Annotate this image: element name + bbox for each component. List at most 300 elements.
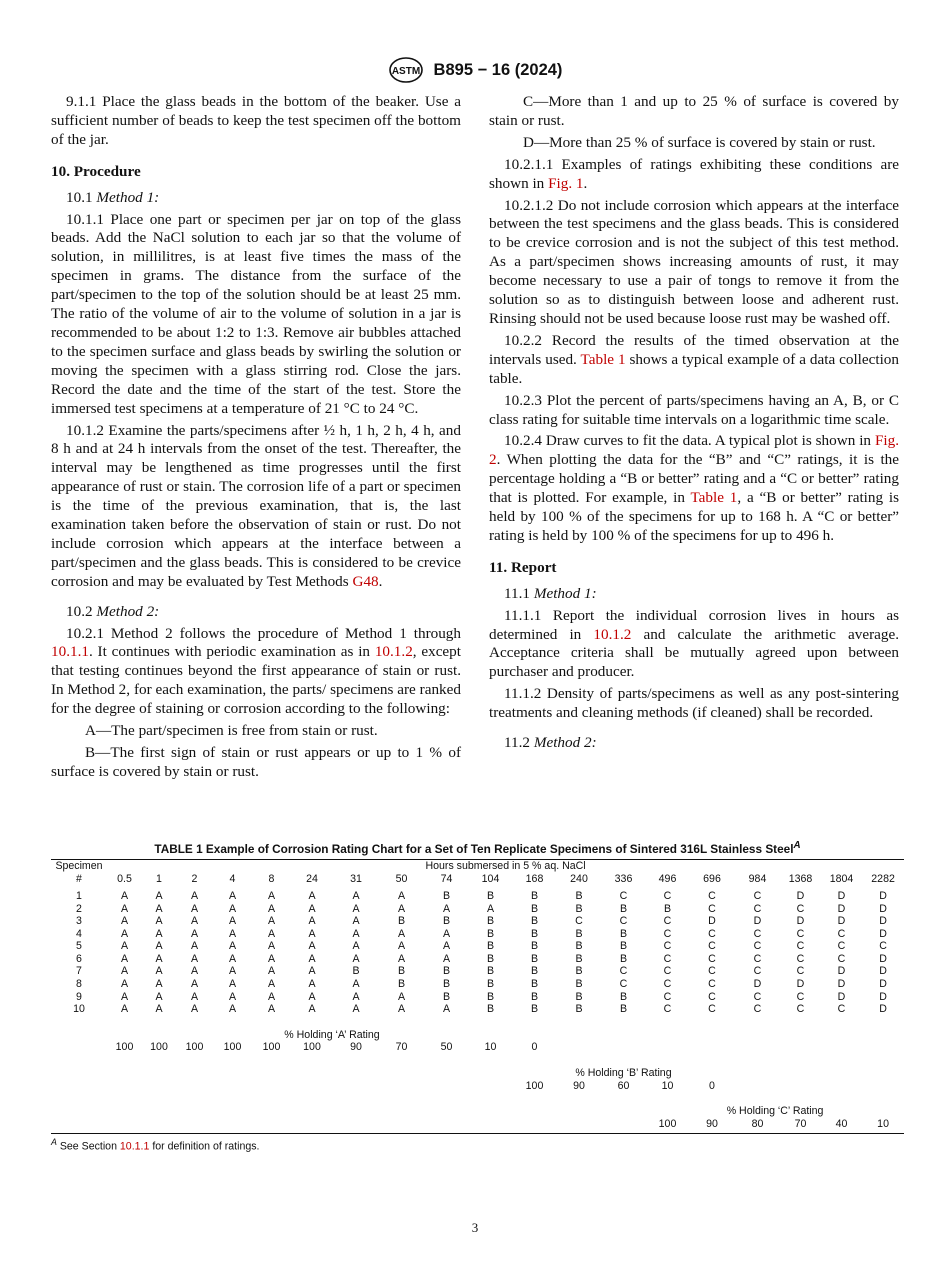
rating-cell: A bbox=[486, 902, 495, 915]
rating-cell: A bbox=[267, 927, 276, 940]
rating-cell: A bbox=[228, 965, 237, 978]
rating-cell: A bbox=[352, 952, 360, 965]
specimen-id-cell: 4 bbox=[76, 927, 82, 940]
rating-cell: B bbox=[397, 915, 406, 928]
table-row bbox=[51, 978, 904, 991]
para-11-1-2: 11.1.2 Density of parts/specimens as well as any post-sintering treatments and cleaning methods (if cleaned) shall be recorded. bbox=[489, 685, 899, 722]
rating-cell: C bbox=[663, 940, 672, 953]
rating-d-definition: D—More than 25 % of surface is covered by stain or rust. bbox=[523, 133, 876, 151]
table-spacer bbox=[51, 1054, 904, 1067]
rating-cell: C bbox=[753, 940, 762, 953]
rating-cell: B bbox=[619, 1003, 628, 1016]
rating-cell: C bbox=[753, 965, 762, 978]
table-row bbox=[51, 903, 904, 916]
holding-c-value: 70 bbox=[794, 1117, 807, 1130]
holding-c-value: 100 bbox=[658, 1117, 677, 1130]
rating-cell: A bbox=[397, 952, 406, 965]
rating-cell: A bbox=[155, 902, 163, 915]
rating-cell: C bbox=[753, 952, 762, 965]
table-1 bbox=[51, 840, 904, 1153]
rating-cell: A bbox=[267, 990, 276, 1003]
rating-cell: A bbox=[308, 927, 316, 940]
specimen-id-cell: 9 bbox=[76, 990, 82, 1003]
holding-a-value: 100 bbox=[303, 1041, 321, 1054]
rating-cell: B bbox=[486, 927, 495, 940]
rating-cell: A bbox=[308, 965, 316, 978]
para-10-2-1-1: 10.2.1.1 Examples of ratings exhibiting these conditions are shown in Fig. 1. bbox=[489, 155, 899, 192]
rating-cell: A bbox=[397, 990, 406, 1003]
rating-cell: C bbox=[663, 915, 672, 928]
rating-cell: C bbox=[708, 940, 716, 953]
holding-a-value-row bbox=[51, 1041, 904, 1054]
rating-cell: C bbox=[796, 952, 805, 965]
holding-a-value: 10 bbox=[484, 1041, 497, 1054]
rating-cell: B bbox=[530, 990, 539, 1003]
specimen-id-cell: 3 bbox=[76, 915, 82, 928]
rating-cell: A bbox=[308, 915, 316, 928]
rating-cell: C bbox=[619, 978, 628, 991]
rating-cell: A bbox=[397, 940, 406, 953]
holding-b-value: 60 bbox=[617, 1079, 630, 1092]
hours-column-header: 24 bbox=[306, 873, 318, 886]
rating-cell: A bbox=[352, 915, 360, 928]
rating-cell: A bbox=[155, 978, 163, 991]
rating-cell: A bbox=[155, 915, 163, 928]
rating-cell: B bbox=[486, 940, 495, 953]
rating-cell: B bbox=[575, 927, 583, 940]
rating-cell: A bbox=[120, 927, 129, 940]
hours-column-header: 0.5 bbox=[117, 873, 132, 886]
rating-cell: A bbox=[155, 990, 163, 1003]
link-fig-1[interactable]: Fig. 1 bbox=[548, 174, 584, 192]
rating-cell: A bbox=[120, 952, 129, 965]
rating-cell: C bbox=[753, 990, 762, 1003]
rating-cell: C bbox=[663, 978, 672, 991]
link-10-1-2-b[interactable]: 10.1.2 bbox=[593, 625, 632, 643]
rating-cell: A bbox=[120, 889, 129, 902]
rating-cell: C bbox=[837, 1003, 846, 1016]
rating-cell: A bbox=[228, 1003, 237, 1016]
rating-cell: A bbox=[267, 952, 276, 965]
hours-column-header: 1 bbox=[156, 873, 162, 886]
rating-cell: B bbox=[442, 965, 451, 978]
rating-cell: D bbox=[879, 927, 887, 940]
rating-cell: A bbox=[352, 902, 360, 915]
holding-a-value: 0 bbox=[531, 1041, 538, 1054]
rating-cell: A bbox=[397, 889, 406, 902]
rating-cell: C bbox=[796, 927, 805, 940]
rating-cell: A bbox=[228, 927, 237, 940]
standard-designation: B895 − 16 (2024) bbox=[433, 60, 563, 79]
rating-cell: C bbox=[879, 940, 887, 953]
rating-cell: D bbox=[879, 952, 887, 965]
rating-cell: B bbox=[619, 940, 628, 953]
table-caption: TABLE 1 Example of Corrosion Rating Chart for a Set of Ten Replicate Specimens of Sintered 316L Stainless Steel$^A$ bbox=[154, 840, 801, 856]
link-table-1[interactable]: Table 1 bbox=[580, 350, 626, 368]
hours-column-header: 984 bbox=[748, 873, 767, 886]
holding-c-value: 90 bbox=[706, 1117, 718, 1130]
rating-cell: A bbox=[190, 952, 199, 965]
rating-cell: A bbox=[308, 978, 316, 991]
para-10-2-4: 10.2.4 Draw curves to fit the data. A typical plot is shown in Fig. 2. When plotting the data for the “B” and “C” ratings, it is the percentage holding a “B or better” rating and a “C or better” rating that is plotted. For example, in Table 1, a “B or better” rating is held by 100 % of the specimens for up to 168 h. A “C or better” rating is held by 100 % of the specimens for up to 496 h. bbox=[489, 432, 899, 544]
rating-cell: A bbox=[228, 889, 237, 902]
rating-cell: B bbox=[442, 915, 451, 928]
table-row bbox=[51, 953, 904, 966]
rating-cell: C bbox=[708, 927, 716, 940]
holding-b-value: 10 bbox=[661, 1079, 674, 1092]
specimen-id-cell: 6 bbox=[76, 952, 82, 965]
para-10-1-1: 10.1.1 Place one part or specimen per jar on top of the glass beads. Add the NaCl solution to each jar so that the volume of solution, in millilitres, is at least five times the mass of the specimen in grams. The distance from the surface of the part/specimen to the top of the solution should be at least 25 mm. The ratio of the volume of air to the volume of solution in a jar is recommended to be about 1:2 to 1:3. Remove air bubbles attached to the specimen surface and glass beads by swirling the solution or moving the specimen with a glass stirring rod. Close the jars. Record the date and the time of the start of the test. Store the immersed test specimens at a temperature of 21 °C to 24 °C. bbox=[51, 210, 461, 417]
rating-cell: A bbox=[308, 990, 316, 1003]
rating-cell: B bbox=[397, 965, 406, 978]
para-10-2-3: 10.2.3 Plot the percent of parts/specimens having an A, B, or C class rating for suitable time intervals on a logarithmic time scale. bbox=[489, 391, 899, 428]
rating-cell: D bbox=[837, 990, 846, 1003]
rating-cell: A bbox=[267, 940, 276, 953]
table-spacer bbox=[51, 1092, 904, 1105]
section-11-heading: 11. Report bbox=[489, 558, 557, 576]
rating-cell: A bbox=[308, 952, 316, 965]
hours-column-header: 104 bbox=[481, 873, 500, 886]
rating-cell: A bbox=[190, 927, 199, 940]
rating-cell: B bbox=[530, 965, 539, 978]
rating-cell: A bbox=[267, 915, 276, 928]
rating-cell: A bbox=[352, 978, 360, 991]
corrosion-rating-table bbox=[51, 860, 904, 1134]
hours-column-header: 74 bbox=[440, 873, 453, 886]
holding-c-value: 10 bbox=[877, 1117, 889, 1130]
rating-cell: D bbox=[837, 965, 846, 978]
rating-cell: C bbox=[753, 902, 762, 915]
holding-c-value: 80 bbox=[751, 1117, 764, 1130]
rating-cell: A bbox=[190, 978, 199, 991]
rating-cell: D bbox=[879, 915, 887, 928]
rating-cell: A bbox=[308, 902, 316, 915]
hours-column-header: 2282 bbox=[871, 873, 895, 886]
rating-cell: A bbox=[190, 940, 199, 953]
rating-cell: B bbox=[442, 978, 451, 991]
rating-cell: A bbox=[190, 889, 199, 902]
holding-a-value: 100 bbox=[150, 1041, 168, 1054]
rating-cell: C bbox=[708, 990, 716, 1003]
holding-a-label-row bbox=[51, 1029, 904, 1042]
hours-column-header: 8 bbox=[268, 873, 275, 886]
hours-column-header: 696 bbox=[703, 873, 721, 886]
rating-cell: C bbox=[663, 965, 672, 978]
rating-cell: D bbox=[879, 978, 887, 991]
table-row bbox=[51, 991, 904, 1004]
specimen-id-cell: 7 bbox=[76, 965, 82, 978]
rating-cell: B bbox=[486, 978, 495, 991]
specimen-id-cell: 8 bbox=[76, 978, 82, 991]
rating-cell: A bbox=[155, 940, 163, 953]
rating-cell: C bbox=[796, 990, 805, 1003]
rating-cell: A bbox=[190, 990, 199, 1003]
rating-cell: A bbox=[352, 1003, 360, 1016]
rating-cell: B bbox=[352, 965, 360, 978]
rating-cell: C bbox=[708, 952, 716, 965]
holding-b-value-row bbox=[51, 1080, 904, 1093]
rating-cell: D bbox=[879, 902, 887, 915]
rating-cell: C bbox=[708, 978, 716, 991]
rating-cell: D bbox=[796, 978, 805, 991]
rating-cell: B bbox=[530, 927, 539, 940]
rating-cell: C bbox=[663, 990, 672, 1003]
para-10-1-2: 10.1.2 Examine the parts/specimens after ½ h, 1 h, 2 h, 4 h, and 8 h and at 24 h intervals from the onset of the test. Thereafter, the interval may be lengthened as time progresses until the first appearance of rust or stain. The corrosion life of a part or specimen is the time of the previous examination, that is, the last examination taken before the observation of stain or rust. Do not include corrosion which appears at the interface between a part/specimen and the glass beads. This is considered to be crevice corrosion and may be evaluated by Test Methods G48. bbox=[51, 421, 461, 590]
rating-cell: B bbox=[575, 965, 583, 978]
rating-cell: A bbox=[352, 889, 360, 902]
rating-cell: A bbox=[190, 965, 199, 978]
specimen-number-header: # bbox=[76, 873, 82, 886]
rating-cell: C bbox=[619, 965, 628, 978]
para-10-2-1: 10.2.1 Method 2 follows the procedure of Method 1 through 10.1.1. It continues with periodic examination as in 10.1.2, except that testing continues beyond the first appearance of stain or rust. In Method 2, for each examination, the parts/ specimens are ranked for the degree of staining or corrosion according to the following: bbox=[51, 624, 461, 718]
section-10-heading: 10. Procedure bbox=[51, 162, 141, 180]
link-g48[interactable]: G48 bbox=[352, 572, 379, 590]
rating-cell: B bbox=[575, 1003, 583, 1016]
rating-cell: C bbox=[796, 1003, 805, 1016]
rating-cell: A bbox=[397, 902, 406, 915]
specimen-id-cell: 5 bbox=[76, 940, 82, 953]
holding-a-value: 100 bbox=[223, 1041, 242, 1054]
rating-cell: D bbox=[837, 978, 846, 991]
hours-column-header: 496 bbox=[658, 873, 677, 886]
rating-cell: B bbox=[486, 915, 495, 928]
rating-cell: B bbox=[486, 952, 495, 965]
rating-cell: A bbox=[442, 902, 451, 915]
rating-c-definition: C—More than 1 and up to 25 % of surface is covered by stain or rust. bbox=[489, 93, 899, 129]
rating-cell: A bbox=[352, 927, 360, 940]
svg-text:ASTM: ASTM bbox=[391, 66, 420, 77]
rating-cell: A bbox=[308, 889, 316, 902]
rating-cell: A bbox=[267, 889, 276, 902]
rating-cell: D bbox=[879, 889, 887, 902]
rating-cell: B bbox=[486, 889, 495, 902]
rating-cell: B bbox=[575, 889, 583, 902]
rating-cell: A bbox=[120, 978, 129, 991]
para-10-2: 10.2 Method 2: bbox=[66, 602, 160, 620]
rating-cell: A bbox=[155, 965, 163, 978]
rating-cell: D bbox=[753, 915, 762, 928]
holding-b-value: 100 bbox=[525, 1079, 544, 1092]
holding-c-label-row bbox=[51, 1105, 904, 1118]
rating-cell: A bbox=[120, 990, 129, 1003]
rating-cell: B bbox=[619, 990, 628, 1003]
holding-a-label: % Holding ‘A’ Rating bbox=[284, 1028, 380, 1041]
rating-cell: A bbox=[228, 902, 237, 915]
para-10-1: 10.1 Method 1: bbox=[66, 188, 160, 206]
rating-cell: D bbox=[796, 889, 805, 902]
left-column bbox=[51, 93, 461, 785]
para-10-2-2: 10.2.2 Record the results of the timed observation at the intervals used. Table 1 shows a typical example of a data collection table. bbox=[489, 331, 899, 387]
rating-cell: B bbox=[486, 965, 495, 978]
rating-cell: A bbox=[228, 990, 237, 1003]
rating-cell: B bbox=[530, 1003, 539, 1016]
rating-cell: A bbox=[120, 965, 129, 978]
holding-c-value: 40 bbox=[835, 1117, 848, 1130]
table-hours-row bbox=[51, 873, 904, 886]
rating-cell: C bbox=[663, 952, 672, 965]
hours-column-header: 168 bbox=[525, 873, 544, 886]
rating-cell: C bbox=[796, 940, 805, 953]
rating-b-definition: B—The first sign of stain or rust appears or up to 1 % of surface is covered by stain or rust. bbox=[51, 744, 461, 780]
rating-cell: B bbox=[530, 952, 539, 965]
hours-column-header: 336 bbox=[614, 873, 633, 886]
rating-cell: A bbox=[352, 990, 360, 1003]
rating-cell: D bbox=[879, 1003, 887, 1016]
rating-cell: A bbox=[120, 1003, 129, 1016]
rating-cell: A bbox=[397, 1003, 406, 1016]
link-10-1-2[interactable]: 10.1.2 bbox=[374, 643, 413, 661]
hours-column-header: 2 bbox=[191, 873, 198, 886]
rating-cell: A bbox=[190, 1003, 199, 1016]
hours-column-header: 31 bbox=[350, 873, 362, 886]
rating-cell: D bbox=[879, 965, 887, 978]
holding-b-label-row bbox=[51, 1067, 904, 1080]
rating-cell: A bbox=[267, 1003, 276, 1016]
rating-cell: A bbox=[228, 978, 237, 991]
rating-a-definition: A—The part/specimen is free from stain or rust. bbox=[85, 722, 378, 740]
table-header-row bbox=[51, 860, 904, 873]
document-header bbox=[0, 57, 950, 83]
rating-cell: D bbox=[753, 978, 762, 991]
table-row bbox=[51, 928, 904, 941]
specimen-header: Specimen bbox=[55, 860, 103, 873]
table-row bbox=[51, 940, 904, 953]
rating-cell: A bbox=[228, 915, 237, 928]
para-9-1-1: 9.1.1 Place the glass beads in the bottom of the beaker. Use a sufficient number of beads to keep the test specimen off the bottom of the jar. bbox=[51, 93, 461, 148]
rating-cell: C bbox=[753, 889, 762, 902]
rating-cell: B bbox=[530, 902, 539, 915]
holding-a-value: 50 bbox=[440, 1041, 453, 1054]
rating-cell: C bbox=[837, 927, 846, 940]
rating-cell: D bbox=[879, 990, 887, 1003]
rating-cell: B bbox=[619, 902, 628, 915]
para-10-2-1-2: 10.2.1.2 Do not include corrosion which appears at the interface between the test specimens and the glass beads. This is considered to be crevice corrosion and is not the subject of this test method. As a part/specimen shows increasing amounts of rust, it may become necessary to use a pair of tongs to remove it from the solution so as to distinguish between loose and adherent rust. Rinsing should not be used because loose rust may be washed off. bbox=[489, 196, 899, 327]
link-fig-2[interactable]: Fig. 2 bbox=[489, 432, 899, 469]
rating-cell: A bbox=[120, 940, 129, 953]
link-10-1-1[interactable]: 10.1.1 bbox=[51, 643, 89, 661]
rating-cell: C bbox=[837, 952, 846, 965]
holding-b-value: 0 bbox=[709, 1079, 715, 1092]
para-11-1-1: 11.1.1 Report the individual corrosion lives in hours as determined in 10.1.2 and calculate the arithmetic average. Acceptance criteria shall be mutually agreed upon between purchaser and producer. bbox=[489, 606, 899, 681]
holding-a-value: 100 bbox=[115, 1041, 134, 1054]
rating-cell: C bbox=[708, 1003, 716, 1016]
link-table-1-b[interactable]: Table 1 bbox=[690, 489, 738, 507]
hours-column-header: 1368 bbox=[788, 873, 813, 886]
rating-cell: C bbox=[796, 902, 805, 915]
link-footnote-10-1-1[interactable]: 10.1.1 bbox=[119, 1140, 150, 1153]
rating-cell: A bbox=[442, 1003, 451, 1016]
rating-cell: C bbox=[663, 1003, 672, 1016]
para-11-1: 11.1 Method 1: bbox=[504, 584, 597, 602]
rating-cell: A bbox=[120, 915, 129, 928]
rating-cell: A bbox=[267, 965, 276, 978]
rating-cell: C bbox=[753, 1003, 762, 1016]
rating-cell: B bbox=[575, 990, 583, 1003]
rating-cell: A bbox=[267, 978, 276, 991]
rating-cell: B bbox=[530, 915, 539, 928]
rating-cell: A bbox=[228, 952, 237, 965]
holding-c-value-row bbox=[51, 1118, 904, 1131]
hours-header: Hours submersed in 5 % aq. NaCl bbox=[425, 860, 586, 873]
rating-cell: A bbox=[155, 889, 163, 902]
rating-cell: B bbox=[530, 978, 539, 991]
rating-cell: C bbox=[708, 889, 716, 902]
specimen-id-cell: 1 bbox=[76, 889, 82, 902]
rating-cell: B bbox=[442, 990, 451, 1003]
rating-cell: A bbox=[155, 1003, 163, 1016]
table-row bbox=[51, 915, 904, 928]
rating-cell: A bbox=[442, 927, 451, 940]
rating-cell: B bbox=[530, 889, 539, 902]
page-number: 3 bbox=[471, 1220, 479, 1235]
holding-c-label: % Holding ‘C’ Rating bbox=[726, 1105, 824, 1118]
specimen-id-cell: 10 bbox=[73, 1003, 85, 1016]
rating-cell: C bbox=[575, 915, 583, 928]
rating-cell: B bbox=[486, 1003, 495, 1016]
rating-cell: B bbox=[619, 952, 628, 965]
table-row bbox=[51, 965, 904, 978]
rating-cell: B bbox=[530, 940, 539, 953]
rating-cell: A bbox=[228, 940, 237, 953]
rating-cell: C bbox=[619, 889, 628, 902]
rating-cell: D bbox=[796, 915, 805, 928]
table-row bbox=[51, 1003, 904, 1016]
rating-cell: B bbox=[442, 889, 451, 902]
rating-cell: B bbox=[575, 902, 583, 915]
holding-a-value: 100 bbox=[185, 1041, 204, 1054]
table-spacer bbox=[51, 1016, 904, 1029]
hours-column-header: 4 bbox=[229, 873, 236, 886]
rating-cell: A bbox=[352, 940, 360, 953]
rating-cell: A bbox=[190, 915, 199, 928]
astm-logo-icon bbox=[388, 57, 424, 83]
table-row bbox=[51, 890, 904, 903]
holding-b-value: 90 bbox=[573, 1079, 585, 1092]
specimen-id-cell: 2 bbox=[76, 902, 82, 915]
rating-cell: A bbox=[442, 952, 451, 965]
rating-cell: B bbox=[575, 940, 583, 953]
rating-cell: C bbox=[708, 965, 716, 978]
rating-cell: A bbox=[120, 902, 129, 915]
rating-cell: C bbox=[753, 927, 762, 940]
rating-cell: C bbox=[663, 927, 672, 940]
holding-a-value: 70 bbox=[395, 1041, 408, 1054]
holding-a-value: 90 bbox=[350, 1041, 362, 1054]
rating-cell: A bbox=[155, 952, 163, 965]
rating-cell: C bbox=[708, 902, 716, 915]
rating-cell: A bbox=[308, 1003, 316, 1016]
rating-cell: B bbox=[663, 902, 672, 915]
rating-cell: A bbox=[442, 940, 451, 953]
rating-cell: C bbox=[663, 889, 672, 902]
rating-cell: A bbox=[267, 902, 276, 915]
rating-cell: C bbox=[837, 940, 846, 953]
rating-cell: A bbox=[155, 927, 163, 940]
holding-a-value: 100 bbox=[262, 1041, 281, 1054]
hours-column-header: 240 bbox=[570, 873, 588, 886]
right-column bbox=[489, 93, 899, 756]
rating-cell: D bbox=[708, 915, 716, 928]
rating-cell: C bbox=[619, 915, 628, 928]
rating-cell: B bbox=[575, 952, 583, 965]
rating-cell: C bbox=[796, 965, 805, 978]
hours-column-header: 1804 bbox=[829, 873, 854, 886]
rating-cell: D bbox=[837, 889, 846, 902]
rating-cell: A bbox=[308, 940, 316, 953]
rating-cell: A bbox=[190, 902, 199, 915]
holding-b-label: % Holding ‘B’ Rating bbox=[575, 1067, 672, 1080]
rating-cell: D bbox=[837, 915, 846, 928]
